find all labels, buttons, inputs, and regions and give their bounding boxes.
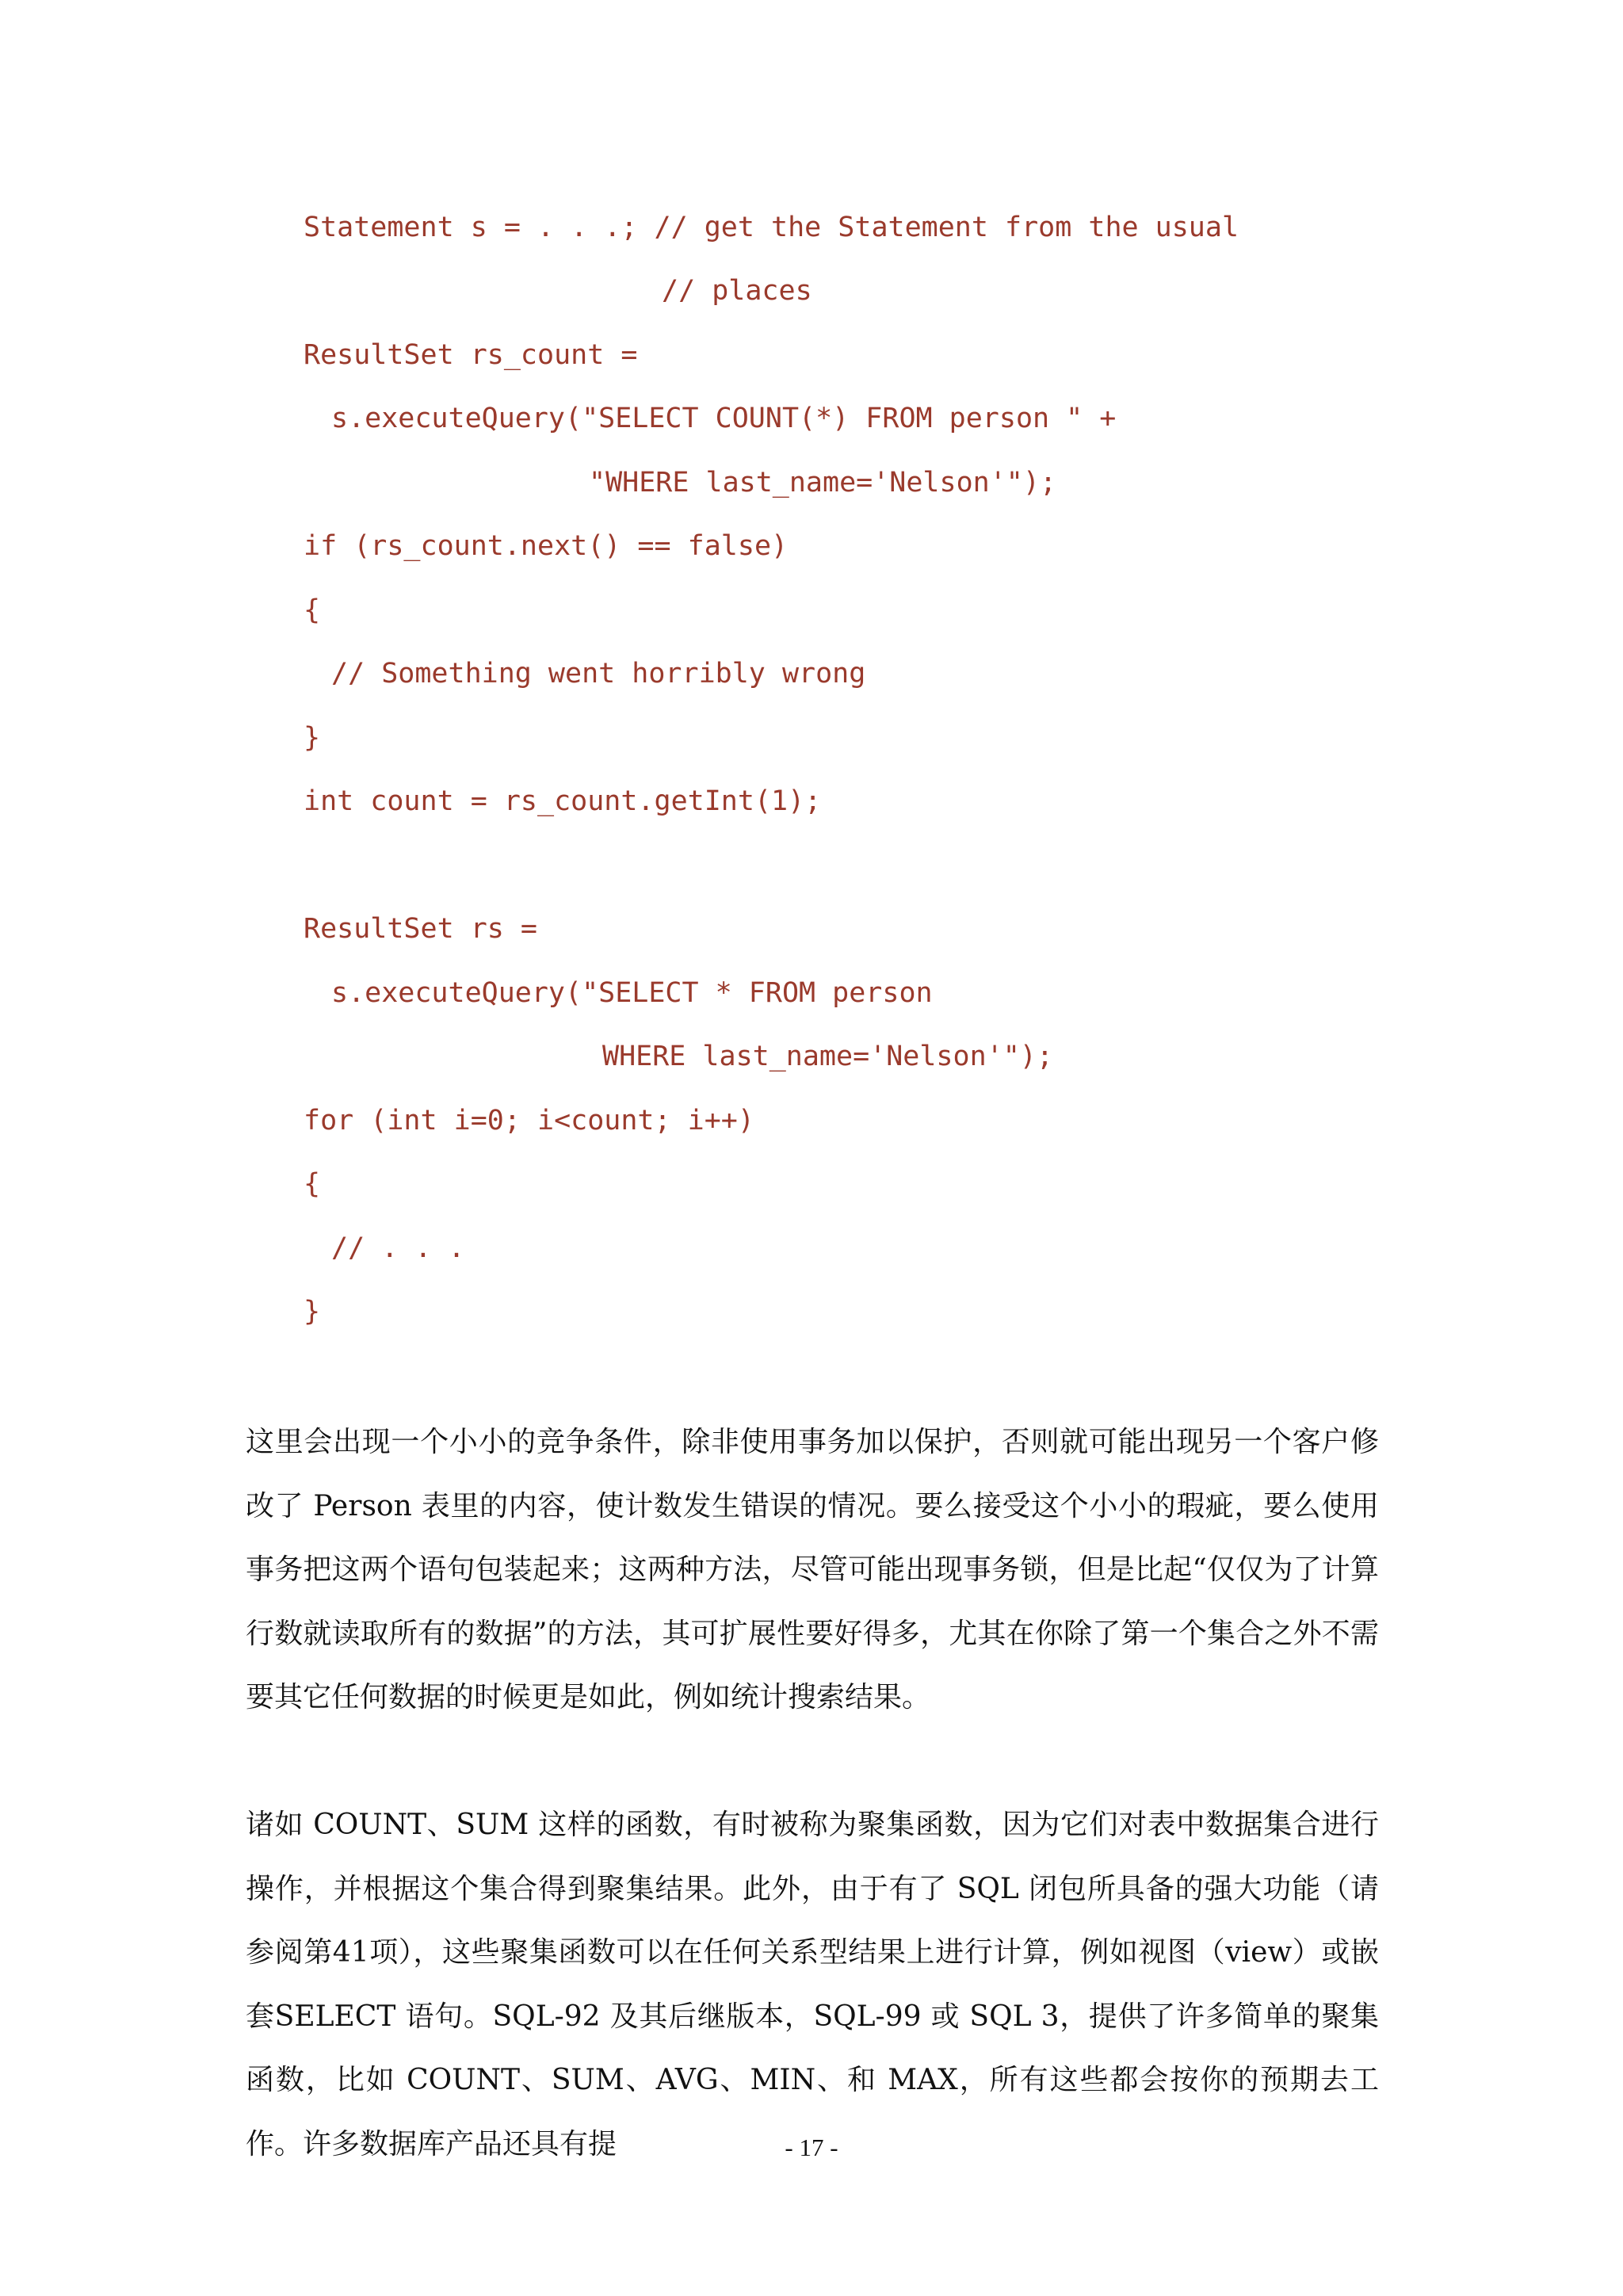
- code-line: {: [304, 594, 321, 626]
- body-paragraph: 诸如 COUNT、SUM 这样的函数，有时被称为聚集函数，因为它们对表中数据集合进行操作，并根据这个集合得到聚集结果。此外，由于有了 SQL 闭包所具备的强大功能（请参阅第41项），这些聚集函数可以在任何关系型结果上进行计算，例如视图（view）或嵌套SELECT 语句。SQL-92 及其后继版本，SQL-99 或 SQL 3，提供了许多简单的聚集函数，比如 COUNT、SUM、AVG、MIN、和 MAX，所有这些都会按你的预期去工作。许多数据库产品还具有提: [246, 1809, 1379, 2160]
- code-line: int count = rs_count.getInt(1);: [304, 785, 822, 817]
- code-line: {: [304, 1168, 321, 1200]
- code-line: s.executeQuery("SELECT COUNT(*) FROM person " +: [331, 403, 1117, 434]
- code-line: }: [304, 1296, 321, 1328]
- code-line: if (rs_count.next() == false): [304, 530, 789, 562]
- code-line: Statement s = . . .; // get the Statement from the usual: [304, 212, 1239, 243]
- code-line: WHERE last_name='Nelson'");: [602, 1041, 1053, 1072]
- code-line: "WHERE last_name='Nelson'");: [589, 467, 1057, 499]
- page-number: - 17 -: [785, 2134, 838, 2161]
- code-line: // places: [662, 275, 812, 307]
- code-line: ResultSet rs =: [304, 913, 538, 945]
- code-line: ResultSet rs_count =: [304, 339, 638, 371]
- code-line: // Something went horribly wrong: [331, 658, 866, 690]
- code-line: }: [304, 722, 321, 754]
- code-line: for (int i=0; i<count; i++): [304, 1105, 754, 1137]
- code-line: s.executeQuery("SELECT * FROM person: [331, 977, 933, 1009]
- body-paragraph: 这里会出现一个小小的竞争条件，除非使用事务加以保护，否则就可能出现另一个客户修改了 Person 表里的内容，使计数发生错误的情况。要么接受这个小小的瑕疵，要么使用事务把这两个语句包装起来；这两种方法，尽管可能出现事务锁，但是比起“仅仅为了计算行数就读取所有的数据”的方法，其可扩展性要好得多，尤其在你除了第一个集合之外不需要其它任何数据的时候更是如此，例如统计搜索结果。: [246, 1426, 1379, 1713]
- code-line: // . . .: [331, 1232, 465, 1264]
